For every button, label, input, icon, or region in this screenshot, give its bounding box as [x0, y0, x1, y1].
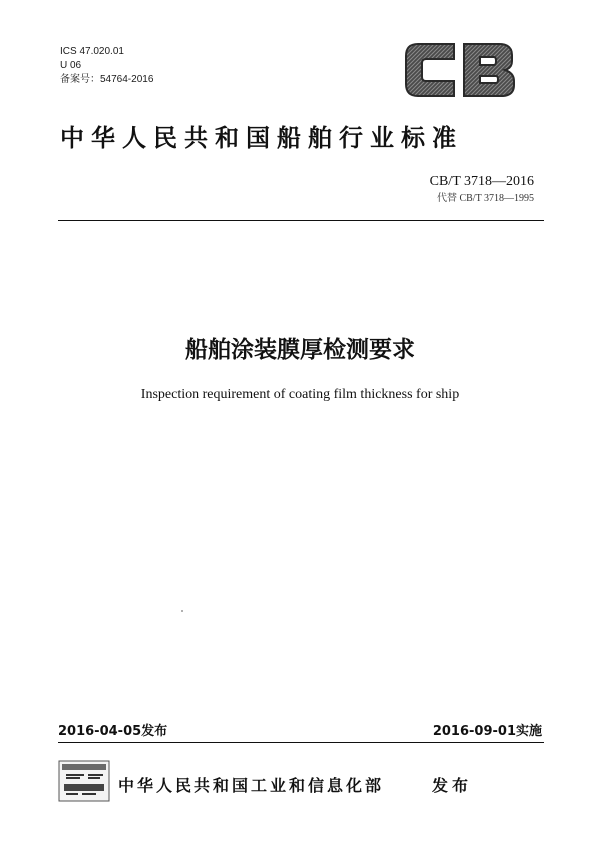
implementation-date: 2016-09-01实施 [432, 724, 542, 739]
ics-code: ICS 47.020.01 [60, 46, 124, 57]
release-date: 2016-04-05发布 [58, 724, 168, 739]
scan-speck [181, 610, 183, 612]
document-title-chinese: 船舶涂装膜厚检测要求 [185, 337, 415, 363]
top-divider [58, 220, 544, 221]
bottom-divider [58, 742, 544, 743]
classification-code: U 06 [60, 60, 82, 71]
seal-stamp-icon [58, 760, 110, 802]
cb-logo-icon [398, 36, 520, 104]
replaced-standard-number: 代替 CB/T 3718—1995 [436, 193, 534, 204]
record-number: 备案号：54764-2016 [60, 74, 154, 85]
issuing-authority: 中华人民共和国工业和信息化部 [118, 776, 385, 795]
industry-standard-title: 中华人民共和国船舶行业标准 [60, 124, 463, 152]
issue-label: 发布 [432, 776, 473, 795]
standard-number: CB/T 3718—2016 [429, 174, 534, 189]
document-title-english: Inspection requirement of coating film thickness for ship [140, 387, 460, 402]
